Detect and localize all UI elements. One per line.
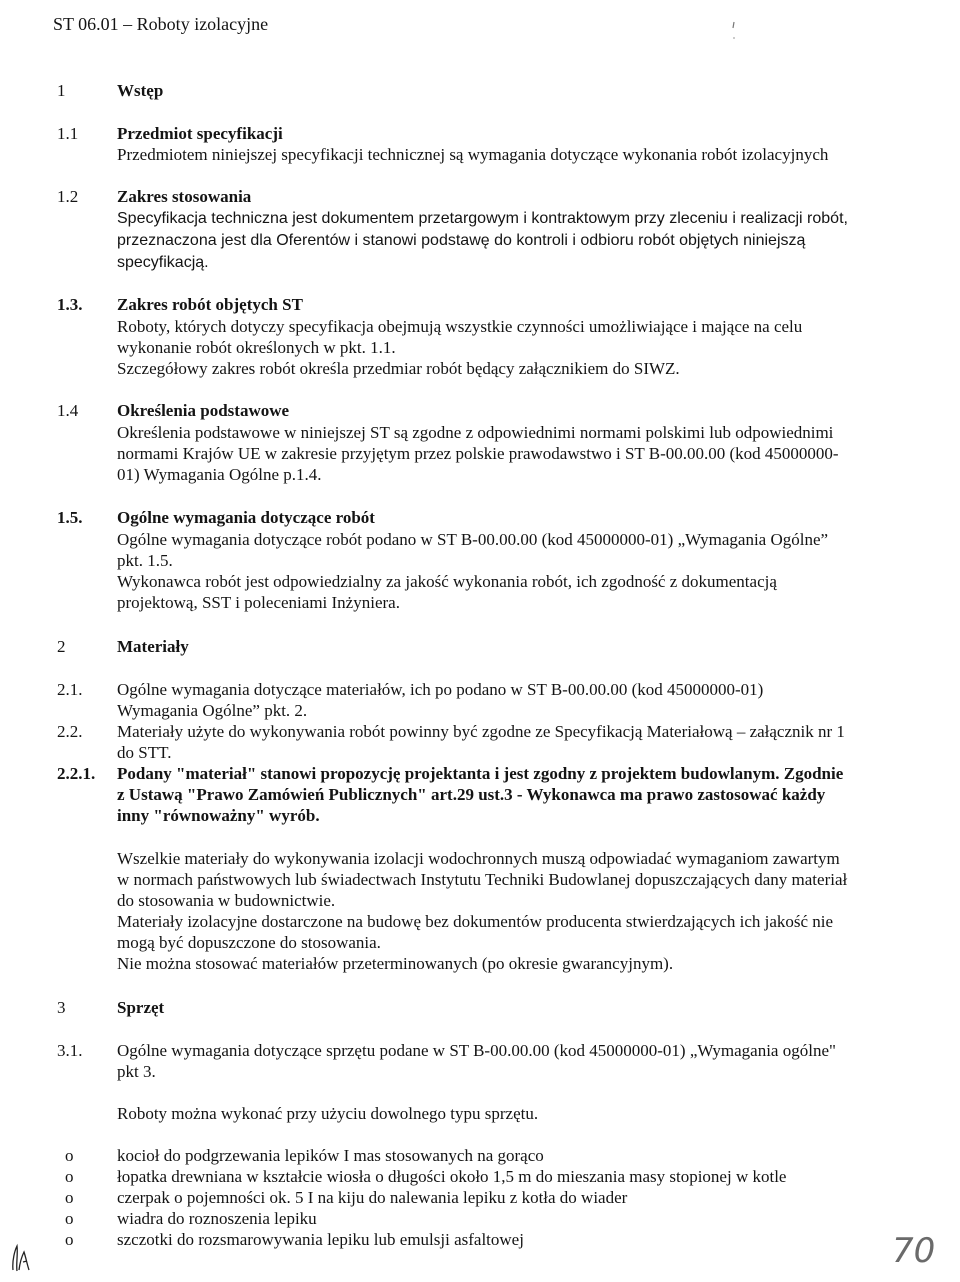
section-2-2-1-line-3: inny "równoważny" wyrób. bbox=[117, 806, 320, 825]
section-1-5-line-4: projektową, SST i poleceniami Inżyniera. bbox=[117, 593, 400, 612]
section-2-title: Materiały bbox=[117, 637, 189, 656]
section-1-2-line-2: przeznaczona jest dla Oferentów i stanowi podstawę do kontroli i odbioru robót objętych niniejszą bbox=[117, 232, 806, 249]
list-item: kocioł do podgrzewania lepików I mas stosowanych na gorąco bbox=[117, 1146, 544, 1165]
materials-paragraph-line-6: Nie można stosować materiałów przeterminowanych (po okresie gwarancyjnym). bbox=[117, 954, 674, 973]
section-2-1-line-1: Ogólne wymagania dotyczące materiałów, ich po podano w ST B-00.00.00 (kod 45000000-01) bbox=[117, 680, 764, 699]
section-3-number: 3 bbox=[57, 998, 66, 1017]
section-1-3-line-1: Roboty, których dotyczy specyfikacja obejmują wszystkie czynności umożliwiające i mające na celu bbox=[117, 317, 803, 336]
section-1-title: Wstęp bbox=[117, 81, 164, 100]
page-number: 70 bbox=[892, 1231, 936, 1271]
list-bullet: o bbox=[65, 1167, 74, 1186]
materials-paragraph-line-4: Materiały izolacyjne dostarczone na budowę bez dokumentów producenta stwierdzających ich jakość nie bbox=[117, 912, 834, 931]
section-1-2-number: 1.2 bbox=[57, 187, 79, 206]
section-1-5-title: Ogólne wymagania dotyczące robót bbox=[117, 508, 375, 527]
materials-paragraph-line-5: mogą być dopuszczone do stosowania. bbox=[117, 933, 381, 952]
section-1-5-line-1: Ogólne wymagania dotyczące robót podano w ST B-00.00.00 (kod 45000000-01) „Wymagania Ogólne” bbox=[117, 530, 829, 549]
list-item: łopatka drewniana w kształcie wiosła o długości około 1,5 m do mieszania masy stopionej w kotle bbox=[117, 1167, 787, 1186]
section-1-3-line-2: wykonanie robót określonych w pkt. 1.1. bbox=[117, 338, 396, 357]
section-2-2-line-2: do STT. bbox=[117, 743, 172, 762]
section-1-1-text: Przedmiotem niniejszej specyfikacji technicznej są wymagania dotyczące wykonania robót izolacyjnych bbox=[117, 145, 829, 164]
list-item: szczotki do rozsmarowywania lepiku lub emulsji asfaltowej bbox=[117, 1230, 524, 1249]
section-1-5-line-3: Wykonawca robót jest odpowiedzialny za jakość wykonania robót, ich zgodność z dokumentacją bbox=[117, 572, 777, 591]
section-2-2-line-1: Materiały użyte do wykonywania robót powinny być zgodne ze Specyfikacją Materiałową – załącznik nr 1 bbox=[117, 722, 845, 741]
section-1-2-line-3: specyfikacją. bbox=[117, 254, 209, 271]
section-1-5-line-2: pkt. 1.5. bbox=[117, 551, 173, 570]
section-1-1-number: 1.1 bbox=[57, 124, 79, 143]
section-2-number: 2 bbox=[57, 637, 66, 656]
section-2-1-number: 2.1. bbox=[57, 680, 83, 699]
list-bullet: o bbox=[65, 1146, 74, 1165]
equipment-intro-text: Roboty można wykonać przy użyciu dowolnego typu sprzętu. bbox=[117, 1104, 539, 1123]
section-1-3-line-3: Szczegółowy zakres robót określa przedmiar robót będący załącznikiem do SIWZ. bbox=[117, 359, 680, 378]
section-1-2-line-1: Specyfikacja techniczna jest dokumentem przetargowym i kontraktowym przy zleceniu i realizacji robót, bbox=[117, 210, 848, 227]
scan-speck-mark bbox=[728, 20, 740, 42]
list-bullet: o bbox=[65, 1209, 74, 1228]
materials-paragraph-line-1: Wszelkie materiały do wykonywania izolacji wodochronnych muszą odpowiadać wymaganiom zawartym bbox=[117, 849, 840, 868]
list-bullet: o bbox=[65, 1188, 74, 1207]
section-2-2-number: 2.2. bbox=[57, 722, 83, 741]
section-1-4-line-3: 01) Wymagania Ogólne p.1.4. bbox=[117, 465, 322, 484]
list-item: wiadra do roznoszenia lepiku bbox=[117, 1209, 317, 1228]
section-1-4-line-2: normami Krajów UE w zakresie przyjętym przez polskie prawodawstwo i ST B-00.00.00 (kod 45000000- bbox=[117, 444, 839, 463]
section-1-1-title: Przedmiot specyfikacji bbox=[117, 124, 283, 143]
section-3-1-line-1: Ogólne wymagania dotyczące sprzętu podane w ST B-00.00.00 (kod 45000000-01) „Wymagania ogólne" bbox=[117, 1041, 836, 1060]
section-1-4-line-1: Określenia podstawowe w niniejszej ST są zgodne z odpowiednimi normami polskimi lub odpowiednimi bbox=[117, 423, 834, 442]
section-2-2-1-number: 2.2.1. bbox=[57, 764, 96, 783]
section-2-2-1-line-1: Podany "materiał" stanowi propozycję projektanta i jest zgodny z projektem budowlanym. Zgodnie bbox=[117, 764, 844, 783]
materials-paragraph-line-3: do stosowania w budownictwie. bbox=[117, 891, 336, 910]
list-bullet: o bbox=[65, 1230, 74, 1249]
section-2-2-1-line-2: z Ustawą "Prawo Zamówień Publicznych" art.29 ust.3 - Wykonawca ma prawo zastosować każdy bbox=[117, 785, 826, 804]
section-1-2-title: Zakres stosowania bbox=[117, 187, 252, 206]
section-3-1-number: 3.1. bbox=[57, 1041, 83, 1060]
section-1-5-number: 1.5. bbox=[57, 508, 83, 527]
document-title: ST 06.01 – Roboty izolacyjne bbox=[53, 14, 269, 34]
section-1-number: 1 bbox=[57, 81, 66, 100]
section-2-1-line-2: Wymagania Ogólne” pkt. 2. bbox=[117, 701, 308, 720]
list-item: czerpak o pojemności ok. 5 I na kiju do nalewania lepiku z kotła do wiader bbox=[117, 1188, 628, 1207]
section-1-4-title: Określenia podstawowe bbox=[117, 401, 290, 420]
section-1-4-number: 1.4 bbox=[57, 401, 79, 420]
section-1-3-title: Zakres robót objętych ST bbox=[117, 295, 303, 314]
section-1-3-number: 1.3. bbox=[57, 295, 83, 314]
section-3-title: Sprzęt bbox=[117, 998, 165, 1017]
section-3-1-line-2: pkt 3. bbox=[117, 1062, 156, 1081]
handwritten-initials-mark bbox=[8, 1240, 42, 1276]
materials-paragraph-line-2: w normach państwowych lub świadectwach Instytutu Techniki Budowlanej dopuszczających dany materiał bbox=[117, 870, 848, 889]
